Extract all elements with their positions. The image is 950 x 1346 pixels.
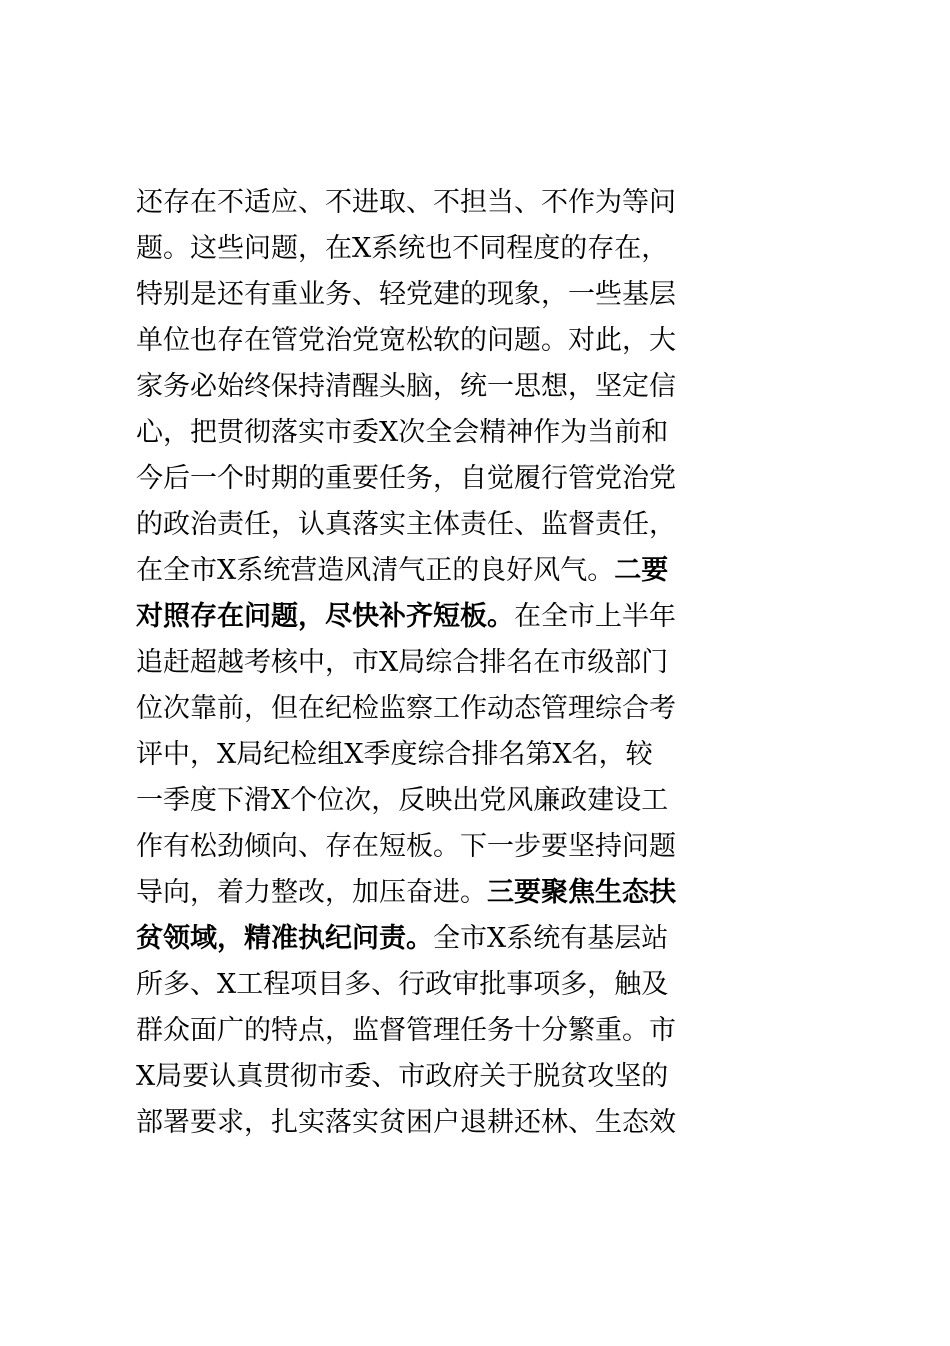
text-line (136, 364, 817, 410)
body-text: 作有松劲倾向、存在短板。下一步要坚持问题 (136, 831, 676, 862)
body-text: 在全市上半年 (514, 601, 676, 632)
text-line (136, 502, 817, 548)
bold-heading-text: 二要 (614, 555, 669, 586)
text-line (136, 824, 817, 870)
bold-heading-text: 贫领域，精准执纪问责。 (136, 923, 433, 954)
body-paragraph (136, 180, 817, 1146)
text-line (136, 686, 817, 732)
body-text: 今后一个时期的重要任务，自觉履行管党治党 (136, 463, 676, 494)
body-text: 单位也存在管党治党宽松软的问题。对此，大 (136, 325, 676, 356)
bold-heading-text: 三要聚焦生态扶 (487, 877, 676, 908)
body-text: 还存在不适应、不进取、不担当、不作为等问 (136, 187, 676, 218)
body-text: 导向，着力整改，加压奋进。 (136, 877, 487, 908)
body-text: 特别是还有重业务、轻党建的现象，一些基层 (136, 279, 676, 310)
text-line (136, 640, 817, 686)
text-line (136, 1054, 817, 1100)
body-text: 家务必始终保持清醒头脑，统一思想，坚定信 (136, 371, 676, 402)
body-text: X局要认真贯彻市委、市政府关于脱贫攻坚的 (136, 1061, 669, 1092)
body-text: 心，把贯彻落实市委X次全会精神作为当前和 (136, 417, 669, 448)
text-line (136, 318, 817, 364)
body-text: 题。这些问题，在X系统也不同程度的存在， (136, 233, 669, 264)
body-text: 部署要求，扎实落实贫困户退耕还林、生态效 (136, 1107, 676, 1138)
body-text: 所多、X工程项目多、行政审批事项多，触及 (136, 969, 669, 1000)
text-line (136, 870, 817, 916)
body-text: 一季度下滑X个位次，反映出党风廉政建设工 (136, 785, 669, 816)
body-text: 位次靠前，但在纪检监察工作动态管理综合考 (136, 693, 676, 724)
body-text: 在全市X系统营造风清气正的良好风气。 (136, 555, 615, 586)
body-text: 全市X系统有基层站 (433, 923, 669, 954)
text-line (136, 1100, 817, 1146)
text-line (136, 410, 817, 456)
text-line (136, 548, 817, 594)
text-line (136, 594, 817, 640)
text-line (136, 456, 817, 502)
text-line (136, 732, 817, 778)
text-line (136, 226, 817, 272)
text-line (136, 180, 817, 226)
bold-heading-text: 对照存在问题，尽快补齐短板。 (136, 601, 514, 632)
body-text: 追赶超越考核中，市X局综合排名在市级部门 (136, 647, 669, 678)
text-line (136, 916, 817, 962)
text-line (136, 272, 817, 318)
body-text: 评中，X局纪检组X季度综合排名第X名，较 (136, 739, 653, 770)
body-text: 群众面广的特点，监督管理任务十分繁重。市 (136, 1015, 676, 1046)
text-line (136, 778, 817, 824)
text-line (136, 962, 817, 1008)
text-line (136, 1008, 817, 1054)
body-text: 的政治责任，认真落实主体责任、监督责任， (136, 509, 676, 540)
